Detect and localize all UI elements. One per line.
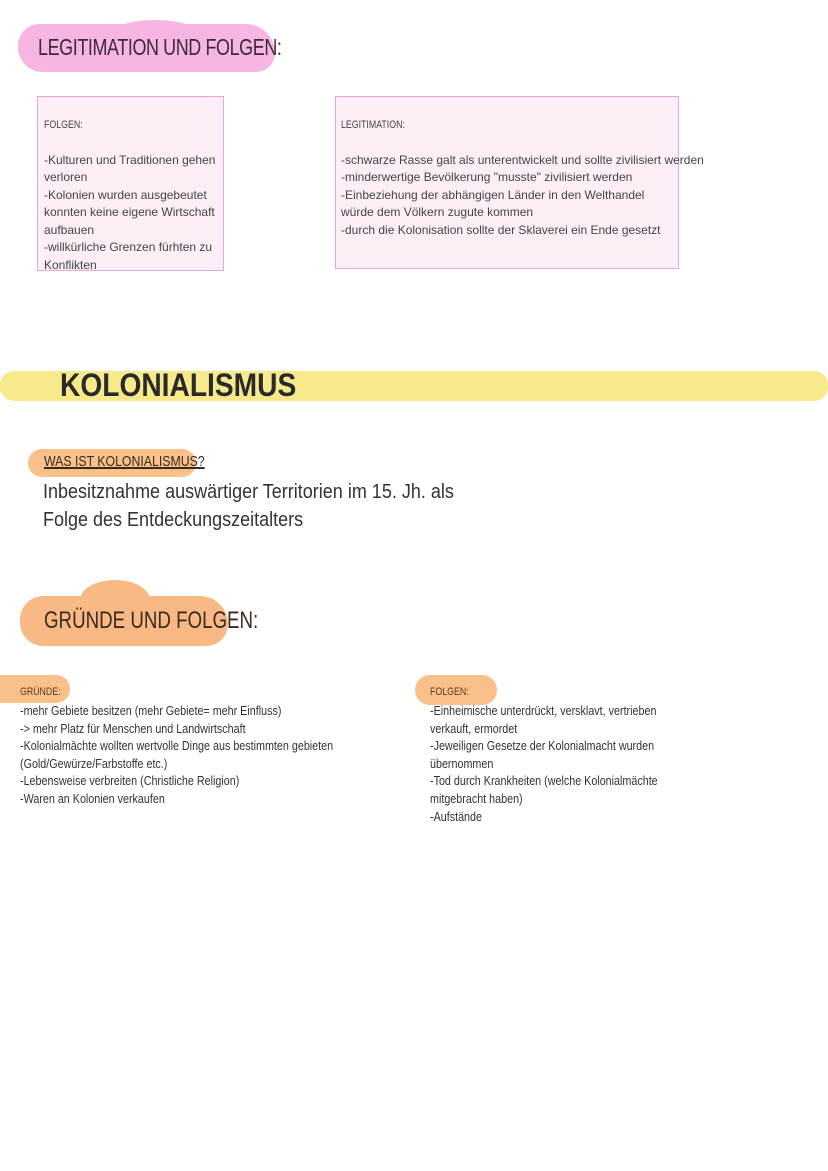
list-item: -Kolonialmächte wollten wertvolle Dinge aus bestimmten gebieten xyxy=(20,739,334,754)
gruende-title: GRÜNDE: xyxy=(20,686,61,698)
list-item: -Aufstände xyxy=(430,809,483,824)
box-line: konnten keine eigene Wirtschaft xyxy=(44,205,215,219)
box-line: -Kulturen und Traditionen gehen xyxy=(44,152,216,167)
folgen-title: FOLGEN: xyxy=(430,686,469,698)
question-heading: WAS IST KOLONIALISMUS? xyxy=(44,453,205,470)
definition-line: Folge des Entdeckungszeitalters xyxy=(43,509,304,531)
list-item: mitgebracht haben) xyxy=(430,791,523,806)
list-item: (Gold/Gewürze/Farbstoffe etc.) xyxy=(20,756,168,771)
box-line: würde dem Völkern zugute kommen xyxy=(341,205,534,219)
box-line: -Kolonien wurden ausgebeutet xyxy=(44,187,207,202)
list-item: -Waren an Kolonien verkaufen xyxy=(20,791,165,806)
banner-title: KOLONIALISMUS xyxy=(60,367,297,403)
list-item: verkauft, ermordet xyxy=(430,721,518,736)
definition xyxy=(43,478,454,534)
list-item: -Jeweiligen Gesetze der Kolonialmacht wurden xyxy=(430,739,655,754)
box-line: -willkürliche Grenzen fürhten zu xyxy=(44,240,213,254)
list-item: -Tod durch Krankheiten (welche Kolonialmächte xyxy=(430,774,658,789)
box-line: aufbauen xyxy=(44,222,95,237)
box-line: -durch die Kolonisation sollte der Sklaverei ein Ende gesetzt xyxy=(341,222,661,237)
box-line: -schwarze Rasse galt als unterentwickelt und sollte zivilisiert werden xyxy=(341,152,704,167)
folgen-box xyxy=(37,96,224,271)
list-item: -Einheimische unterdrückt, versklavt, vertrieben xyxy=(430,704,657,718)
list-item: -> mehr Platz für Menschen und Landwirtschaft xyxy=(20,721,246,736)
legitimation-box xyxy=(335,96,704,269)
box-line: Konflikten xyxy=(44,257,97,272)
box-line: verloren xyxy=(44,170,88,184)
heading-legitimation-folgen: LEGITIMATION UND FOLGEN: xyxy=(38,34,282,60)
box-line: -minderwertige Bevölkerung "musste" zivilisiert werden xyxy=(341,170,633,184)
list-item: -Lebensweise verbreiten (Christliche Religion) xyxy=(20,774,240,789)
gruende-list xyxy=(20,703,333,809)
list-item: -mehr Gebiete besitzen (mehr Gebiete= mehr Einfluss) xyxy=(20,704,282,718)
heading-gruende-folgen: GRÜNDE UND FOLGEN: xyxy=(44,607,259,634)
box-line: -Einbeziehung der abhängigen Länder in den Welthandel xyxy=(341,187,645,202)
box-title: LEGITIMATION: xyxy=(341,119,405,131)
box-title: FOLGEN: xyxy=(44,119,83,131)
list-item: übernommen xyxy=(430,756,494,771)
folgen-list xyxy=(430,703,658,826)
definition-line: Inbesitznahme auswärtiger Territorien im 15. Jh. als xyxy=(43,481,454,503)
